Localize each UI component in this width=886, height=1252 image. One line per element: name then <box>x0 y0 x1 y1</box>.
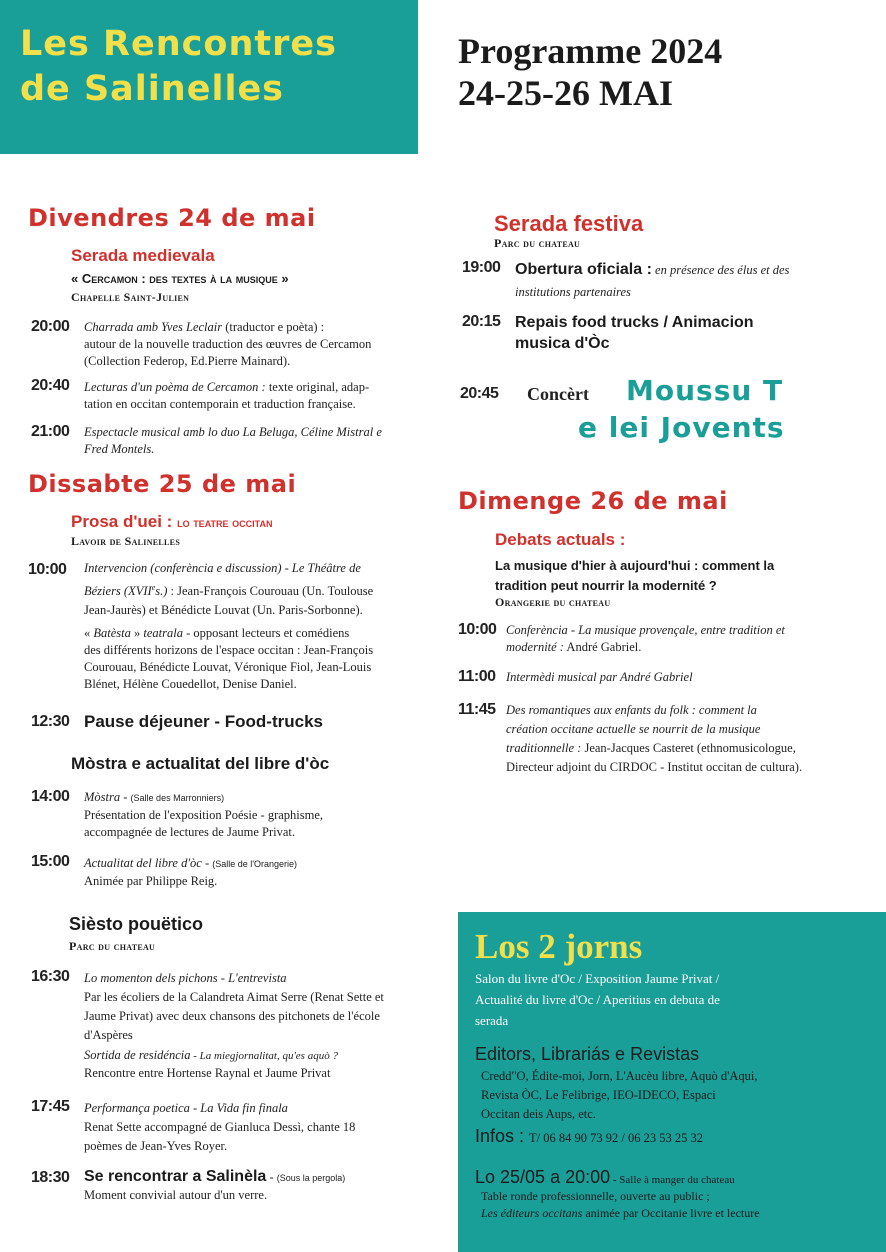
siesto-place: Parc du chateau <box>69 939 156 953</box>
event-time: 15:00 <box>31 853 70 870</box>
event-description: Conferència - La musique provençale, entre tradition et modernité : André Gabriel. <box>506 623 785 654</box>
saturday-place: Lavoir de Salinelles <box>71 534 181 548</box>
repais-text: Repais food trucks / Animacion musica d'Òc <box>515 314 754 352</box>
event-description: Lecturas d'un poèma de Cercamon : texte original, adap- tation en occitan contemporain et traduction française. <box>84 380 370 411</box>
event-time: 17:45 <box>31 1098 70 1115</box>
event-time: 10:00 <box>28 561 67 578</box>
concert-artist: Moussu T <box>626 374 784 407</box>
event-description: Espectacle musical amb lo duo La Beluga, Céline Mistral e Fred Montels. <box>84 425 382 456</box>
lo-heading: Lo 25/05 a 20:00 - Salle à manger du chateau <box>475 1167 735 1187</box>
event-description: Sortida de residéncia - La miegjornalitat, qu'es aquò ? Rencontre entre Hortense Raynal et Jaume Privat <box>84 1048 338 1080</box>
event-time: 18:30 <box>31 1169 70 1186</box>
lunch-text: Pause déjeuner - Food-trucks <box>84 712 323 731</box>
programme-dates: 24-25-26 MAI <box>458 73 673 113</box>
event-description: Charrada amb Yves Leclair (traductor e poèta) : autour de la nouvelle traduction des œuvres de Cercamon (Collection Federop, Ed.Pierre Mainard). <box>84 320 372 368</box>
editors-heading: Editors, Librariás e Revistas <box>475 1044 700 1064</box>
event-time: 16:30 <box>31 968 70 985</box>
saturday-title: Dissabte 25 de mai <box>28 470 297 498</box>
event-time: 14:00 <box>31 788 70 805</box>
event-time: 19:00 <box>462 259 501 276</box>
event-time: 11:45 <box>458 701 496 718</box>
event-time: 20:40 <box>31 377 70 394</box>
lo-description: Table ronde professionnelle, ouverte au public ; Les éditeurs occitans animée par Occitanie livre et lecture <box>481 1189 760 1220</box>
festiva-section: Serada festiva <box>494 211 644 236</box>
friday-section: Serada medievala <box>71 246 215 265</box>
sunday-section: Debats actuals : <box>495 530 626 549</box>
event-description: Actualitat del libre d'òc - (Salle de l'Orangerie) Animée par Philippe Reig. <box>84 856 297 888</box>
phone-numbers: T/ 06 84 90 73 92 / 06 23 53 25 32 <box>529 1131 703 1145</box>
editors-list: Creddʹ'O, Édite-moi, Jorn, L'Aucèu libre, Aquò d'Aqui, Revista ÒC, Le Felibrige, IEO-IDECO, Espaci Occitan deis Aups, etc. <box>481 1069 758 1121</box>
sunday-place: Orangerie du chateau <box>495 595 611 609</box>
event-description: Mòstra - (Salle des Marronniers) Présentation de l'exposition Poésie - graphisme, accompagnée de lectures de Jaume Privat. <box>84 790 324 839</box>
event-description: Intermèdi musical par André Gabriel <box>506 670 693 684</box>
sunday-title: Dimenge 26 de mai <box>458 487 728 515</box>
event-description: « Batèsta » teatrala - opposant lecteurs et comédiens des différents horizons de l'espace occitan : Jean-François Courouau, Bénédicte Louvat, Véronique Fiol, Jean-Louis Blénet, Hélène Couedellot, Denise Daniel. <box>84 626 374 691</box>
event-description: Se rencontrar a Salinèla - (Sous la pergola) Moment convivial autour d'un verre. <box>84 1168 346 1202</box>
logo-line1: Les Rencontres <box>20 24 337 64</box>
box-title: Los 2 jorns <box>475 927 643 966</box>
concert-label: Concèrt <box>527 384 589 404</box>
event-time: 11:00 <box>458 668 496 685</box>
siesto-section: Sièsto pouëtico <box>69 914 204 934</box>
event-time: 21:00 <box>31 423 70 440</box>
event-time: 10:00 <box>458 621 497 638</box>
concert-artist: e lei Jovents <box>578 411 785 444</box>
mostra-section: Mòstra e actualitat del libre d'òc <box>71 754 330 773</box>
sunday-subtitle: La musique d'hier à aujourd'hui : comment la tradition peut nourrir la modernité ? <box>495 558 775 593</box>
friday-title: Divendres 24 de mai <box>28 204 316 232</box>
festiva-place: Parc du chateau <box>494 236 581 250</box>
event-time: 20:45 <box>460 385 499 402</box>
infos-line: Infos : T/ 06 84 90 73 92 / 06 23 53 25 32 <box>475 1126 703 1146</box>
event-time: 12:30 <box>31 713 70 730</box>
box-intro: Salon du livre d'Oc / Exposition Jaume Privat / Actualité du livre d'Oc / Aperitius en debuta de serada <box>475 971 720 1028</box>
event-description: Obertura oficiala : en présence des élus et des institutions partenaires <box>515 261 790 299</box>
event-time: 20:15 <box>462 313 501 330</box>
logo-line2: de Salinelles <box>20 69 285 109</box>
event-description: Performança poetica - La Vida fin finala Renat Sette accompagné de Gianluca Dessì, chante 18 poèmes de Jean-Yves Royer. <box>84 1101 356 1153</box>
friday-place: Chapelle Saint-Julien <box>71 290 190 304</box>
event-description: Des romantiques aux enfants du folk : comment la création occitane actuelle se nourrit de la musique traditionnelle : Jean-Jacques Casteret (ethnomusicologue, Directeur adjoint du CIRDOC - Institut occitan de cultura). <box>506 703 803 774</box>
event-description: Intervencion (conferència e discussion) - Le Théâtre de Béziers (XVIIes.) : Jean-François Courouau (Un. Toulouse Jean-Jaurès) et Bénédicte Louvat (Un. Paris-Sorbonne). <box>84 561 374 618</box>
event-description: Lo momenton dels pichons - L'entrevista Par les écoliers de la Calandreta Aimat Serre (Renat Sette et Jaume Privat) avec deux chansons des pitchonets de l'école d'Aspères <box>84 971 384 1042</box>
logo-text <box>20 22 337 112</box>
programme-title <box>458 30 722 114</box>
programme-year: Programme 2024 <box>458 31 723 71</box>
event-time: 20:00 <box>31 318 70 335</box>
friday-subsection: « Cercamon : des textes à la musique » <box>71 271 289 286</box>
saturday-section: Prosa d'uei : lo teatre occitan <box>71 512 273 531</box>
